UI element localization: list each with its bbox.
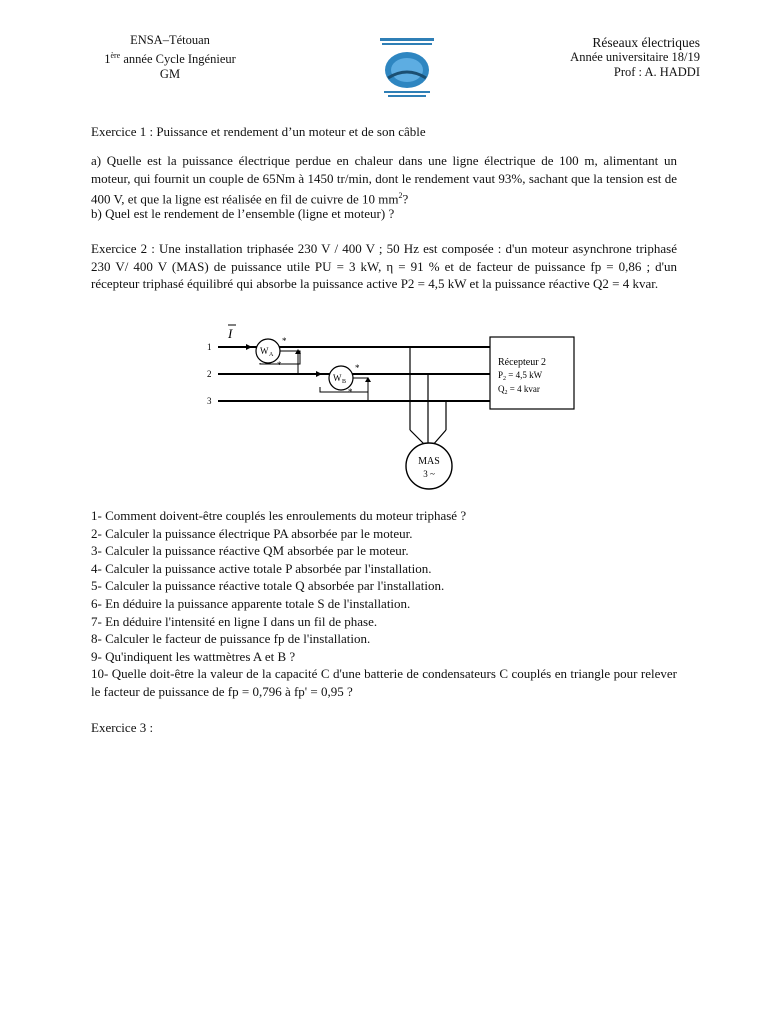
school-name: ENSA–Tétouan xyxy=(130,33,210,47)
academic-year: Année universitaire 18/19 xyxy=(570,50,700,64)
svg-text:*: * xyxy=(355,363,360,373)
current-label: I xyxy=(228,326,233,341)
ensa-logo xyxy=(378,36,436,102)
header-course xyxy=(570,35,700,80)
exercise-2-questions xyxy=(91,507,677,701)
year-level: 1ère année Cycle Ingénieur xyxy=(104,51,236,67)
svg-text:A: A xyxy=(269,352,274,358)
exercise-1-question-a: a) Quelle est la puissance électrique perdue en chaleur dans une ligne électrique de 100 m, alimentant un moteur, qui fournit un couple de 65Nm à 1450 tr/min, dont le rendement vaut 93%, sachant que la tension est de 400 V, et que la ligne est réalisée en fil de cuivre de 10 $mm^2$? xyxy=(91,153,677,207)
svg-text:*: * xyxy=(277,360,282,370)
question-6: 6- En déduire la puissance apparente totale S de l'installation. xyxy=(91,595,411,611)
svg-text:*: * xyxy=(348,387,353,397)
question-4: 4- Calculer la puissance active totale P absorbée par l'installation. xyxy=(91,560,432,576)
svg-text:B: B xyxy=(342,379,347,385)
question-8: 8- Calculer le facteur de puissance fp de l'installation. xyxy=(91,631,371,647)
question-3: 3- Calculer la puissance réactive QM absorbée par le moteur. xyxy=(91,543,409,559)
course-title: Réseaux électriques xyxy=(592,35,700,50)
professor: Prof : A. HADDI xyxy=(613,65,700,79)
receiver-2-title: Récepteur 2 xyxy=(498,357,547,368)
exercise-1-question-b: b) Quel est le rendement de l’ensemble (ligne et moteur) ? xyxy=(91,206,395,221)
program: GM xyxy=(159,67,181,82)
receiver-2-p: $P_2 = 4,5$ kW xyxy=(498,370,543,382)
line-label-1: 1 xyxy=(207,342,212,352)
question-5: 5- Calculer la puissance réactive totale Q absorbée par l'installation. xyxy=(91,578,445,594)
question-9: 9- Qu'indiquent les wattmètres A et B ? xyxy=(91,648,296,664)
line-label-3: 3 xyxy=(207,396,212,406)
svg-text:W: W xyxy=(333,373,342,383)
exercise-1-title: Exercice 1 : Puissance et rendement d’un moteur et de son câble xyxy=(91,124,426,139)
header-institution xyxy=(95,33,245,82)
svg-text:*: * xyxy=(282,336,287,346)
question-1: 1- Comment doivent-être couplés les enroulements du moteur triphasé ? xyxy=(91,508,467,523)
question-7: 7- En déduire l'intensité en ligne I dans un fil de phase. xyxy=(91,613,378,629)
receiver-2-q: $Q_2 = 4$ kvar xyxy=(498,384,540,396)
svg-text:3 ~: 3 ~ xyxy=(423,469,435,479)
line-label-2: 2 xyxy=(207,369,212,379)
exercise-2-intro: Exercice 2 : Une installation triphasée 230 V / 400 V ; 50 Hz est composée : d'un moteur asynchrone triphasé 230 V/ 400 V (MAS) de puissance utile PU = 3 kW, η = 91 % et de facteur de puissance fp = 0,86 ; d'un récepteur triphasé équilibré qui absorbe la puissance active P2 = 4,5 kW et la puissance réactive Q2 = 4 kvar. xyxy=(91,241,677,292)
question-2: 2- Calculer la puissance électrique PA absorbée par le moteur. xyxy=(91,525,413,541)
svg-text:W: W xyxy=(260,346,269,356)
question-10: 10- Quelle doit-être la valeur de la capacité C d'une batterie de condensateurs C couplés en triangle pour relever le facteur de puissance de fp = 0,796 à fp' = 0,95 ? xyxy=(91,666,677,699)
svg-text:MAS: MAS xyxy=(418,456,440,467)
circuit-diagram xyxy=(200,322,580,500)
exercise-3-title: Exercice 3 : xyxy=(91,720,154,735)
